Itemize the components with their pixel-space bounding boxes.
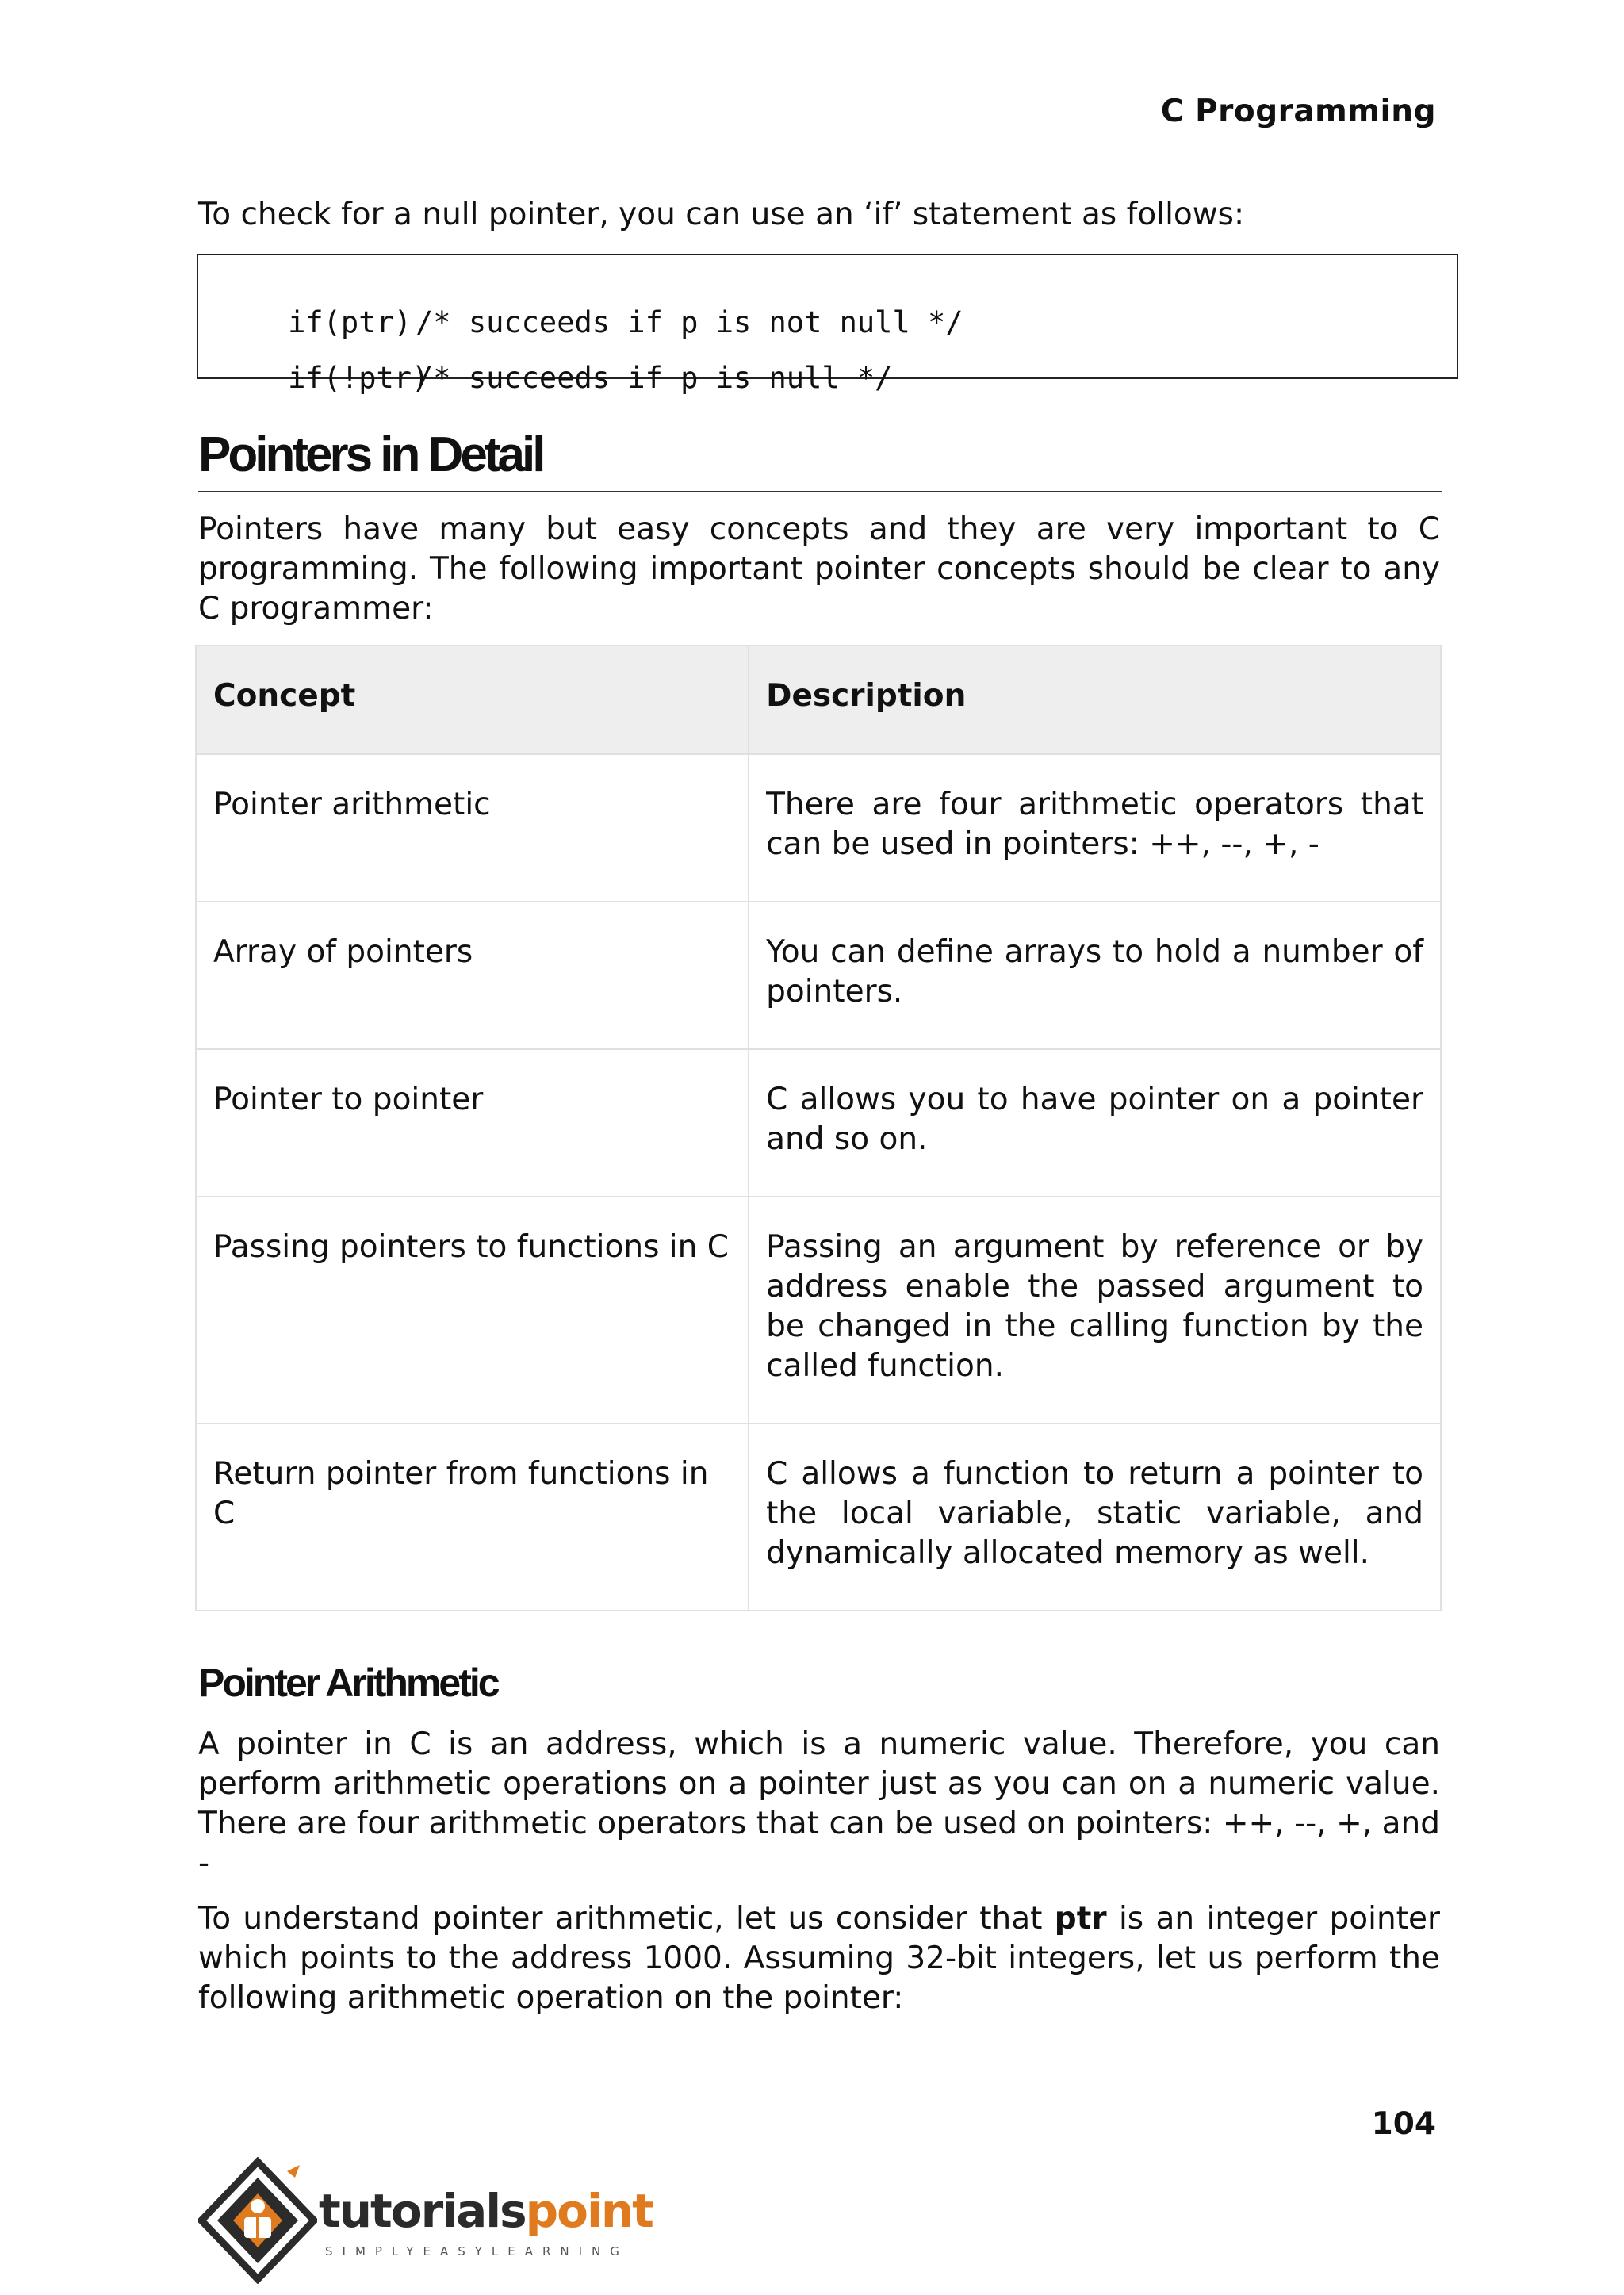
code-line	[217, 327, 893, 429]
concepts-table	[195, 645, 1442, 1611]
tutorialspoint-logo	[198, 2157, 653, 2284]
code-block	[197, 254, 1458, 395]
concept-cell: Return pointer from functions in C	[196, 1423, 749, 1611]
code-comment: /* succeeds if p is not null */	[416, 305, 963, 339]
table-row	[196, 1423, 1441, 1611]
code-statement: if(!ptr)	[288, 361, 430, 395]
section-paragraph: Pointers have many but easy concepts and they are very important to C programming. The following important pointer concepts should be clear to any C programmer:	[198, 511, 1440, 626]
code-statement: if(ptr)	[288, 305, 412, 339]
section-heading: Pointers in Detail	[198, 427, 543, 482]
subsection-paragraph	[198, 1899, 1440, 2018]
table-row	[196, 902, 1441, 1049]
intro-text: To check for a null pointer, you can use an ‘if’ statement as follows:	[198, 197, 1245, 232]
code-term-ptr: ptr	[1054, 1901, 1107, 1937]
description-cell: Passing an argument by reference or by address enable the passed argument to be changed in the calling function by the called function.	[749, 1197, 1441, 1423]
table-row	[196, 1049, 1441, 1197]
concept-cell: Passing pointers to functions in C	[196, 1197, 749, 1423]
logo-tagline: SIMPLYEASYLEARNING	[325, 2244, 629, 2259]
concept-cell: Array of pointers	[196, 902, 749, 1049]
subsection-heading: Pointer Arithmetic	[198, 1661, 498, 1705]
paragraph-text: To understand pointer arithmetic, let us consider that	[198, 1901, 1055, 1937]
description-cell: There are four arithmetic operators that can be used in pointers: ++, --, +, -	[749, 754, 1441, 902]
concept-cell: Pointer to pointer	[196, 1049, 749, 1197]
section-divider	[198, 491, 1442, 492]
description-cell: You can define arrays to hold a number of pointers.	[749, 902, 1441, 1049]
code-comment: /* succeeds if p is null */	[416, 361, 893, 395]
logo-wordmark: tutorialspoint	[319, 2184, 653, 2238]
description-cell: C allows a function to return a pointer to the local variable, static variable, and dynamically allocated memory as well.	[749, 1423, 1441, 1611]
subsection-paragraph: A pointer in C is an address, which is a numeric value. Therefore, you can perform arithmetic operations on a pointer just as you can on a numeric value. There are four arithmetic operators that can be used on pointers: ++, --, +, and -	[198, 1726, 1440, 1881]
concept-cell: Pointer arithmetic	[196, 754, 749, 902]
table-row	[196, 754, 1441, 902]
column-header-concept: Concept	[196, 646, 749, 754]
page-header-title: C Programming	[1160, 94, 1436, 129]
description-cell: C allows you to have pointer on a pointer and so on.	[749, 1049, 1441, 1197]
logo-emblem-icon	[198, 2157, 317, 2284]
paragraph-text: is an integer pointer which points to the address 1000. Assuming 32-bit integers, let us perform the following arithmetic operation on the pointer:	[198, 1901, 1440, 2016]
table-header-row	[196, 646, 1441, 754]
page-number: 104	[1371, 2106, 1436, 2142]
column-header-description: Description	[749, 646, 1441, 754]
table-row	[196, 1197, 1441, 1423]
